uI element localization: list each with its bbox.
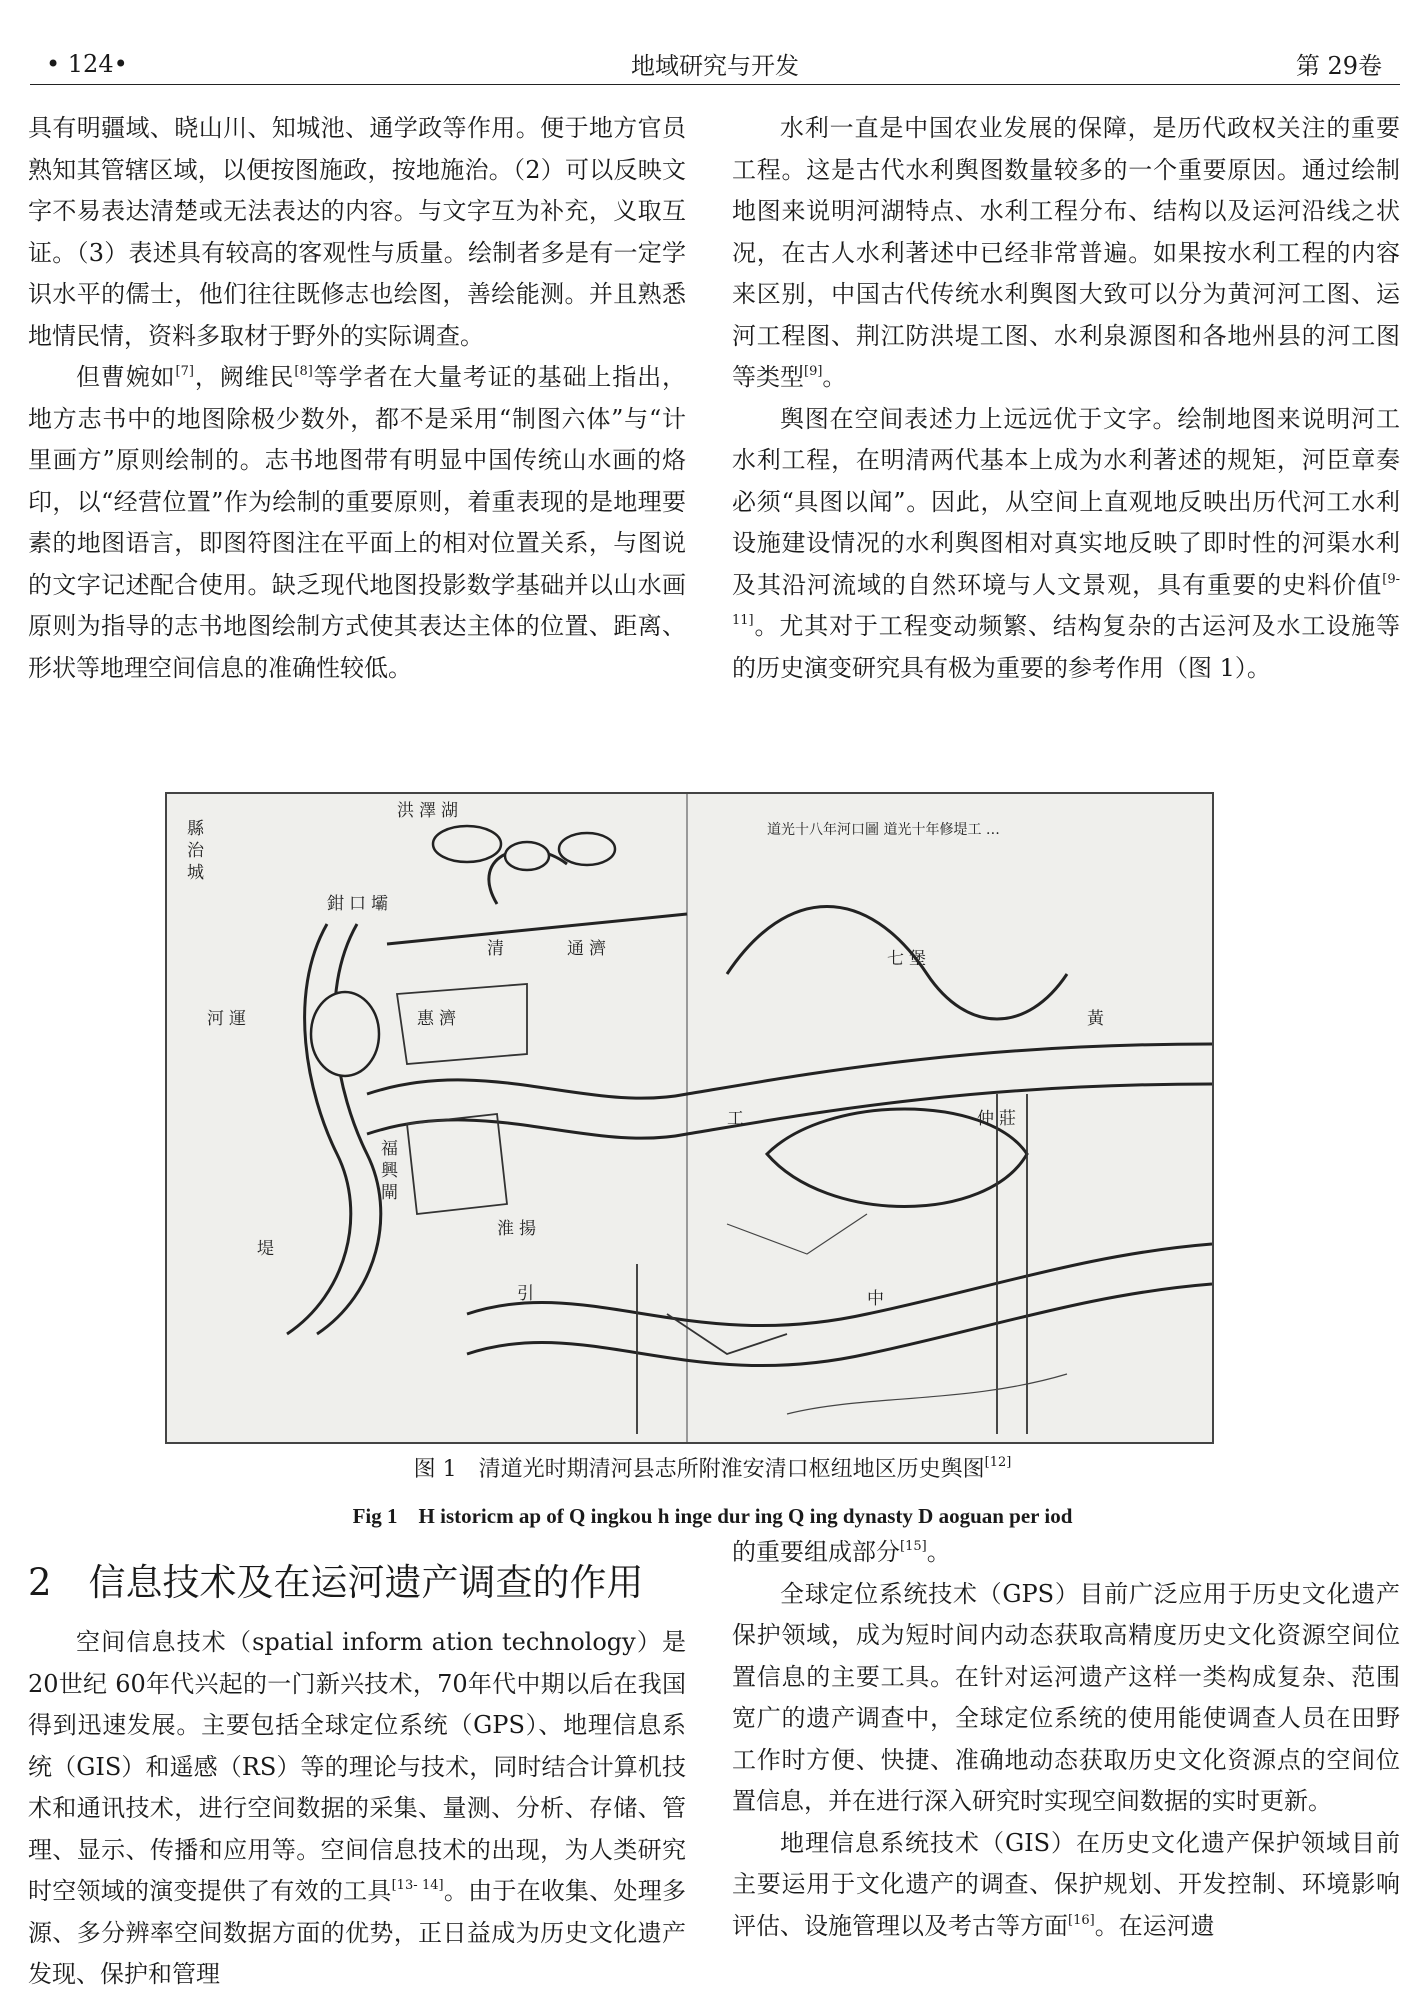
paragraph: 地理信息系统技术（GIS）在历史文化遗产保护领域目前主要运用于文化遗产的调查、保护规划、开发控制、环境影响评估、设施管理以及考古等方面[16]。在运河遗 <box>732 1828 1400 1940</box>
paragraph: 水利一直是中国农业发展的保障，是历代政权关注的重要工程。这是古代水利舆图数量较多的一个重要原因。通过绘制地图来说明河湖特点、水利工程分布、结构以及运河沿线之状况，在古人水利著述中已经非常普遍。如果按水利工程的内容来区别，中国古代传统水利舆图大致可以分为黄河河工图、运河工程图、荆江防洪堤工图、水利泉源图和各地州县的河工图等类型[9]。 <box>732 114 1400 391</box>
page-number: • 124• <box>46 50 128 78</box>
map-label: 洪 <box>397 801 414 821</box>
map-label: 興 <box>381 1161 398 1181</box>
map-label: 中 <box>867 1289 884 1309</box>
citation: [16] <box>1068 1912 1095 1928</box>
map-label: 引 <box>517 1284 534 1304</box>
map-label: 濟 <box>589 939 606 959</box>
citation: [13- 14] <box>391 1878 444 1893</box>
map-label: 堡 <box>909 949 926 969</box>
paragraph: 空间信息技术（spatial inform ation technology）是 20世纪 60年代兴起的一门新兴技术，70年代中期以后在我国得到迅速发展。主要包括全球定位系统（GPS）、地理信息系统（GIS）和遥感（RS）等的理论与技术，同时结合计算机技术和通讯技术，进行空间数据的采集、量测、分析、存储、管理、显示、传播和应用等。空间信息技术的出现，为人类研究时空领域的演变提供了有效的工具[13- 14]。由于在收集、处理多源、多分辨率空间数据方面的优势，正日益成为历史文化遗产发现、保护和管理 <box>28 1628 687 1988</box>
left-column-bottom <box>28 1622 686 1996</box>
paragraph: 舆图在空间表述力上远远优于文字。绘制地图来说明河工水利工程，在明清两代基本上成为水利著述的规矩，河臣章奏必须“具图以闻”。因此，从空间上直观地反映出历代河工水利设施建设情况的水利舆图相对真实地反映了即时性的河渠水利及其沿河流域的自然环境与人文景观，具有重要的史料价值[9- 11]。尤其对于工程变动频繁、结构复杂的古运河及水工设施等的历史演变研究具有极为重要的参考作用（图 1）。 <box>732 404 1400 682</box>
left-column-top <box>28 108 686 689</box>
map-label: 治 <box>187 841 204 861</box>
paragraph: 的重要组成部分[15]。 <box>732 1538 951 1566</box>
volume-label: 第 29卷 <box>1295 52 1382 80</box>
map-label: 閘 <box>381 1183 398 1203</box>
figure-caption-cn: 图 1 清道光时期清河县志所附淮安清口枢纽地区历史舆图[12] <box>413 1455 1012 1482</box>
map-label: 七 <box>887 949 904 969</box>
citation: [9] <box>804 364 823 379</box>
map-label: 澤 <box>419 801 436 821</box>
citation: [9- 11] <box>732 571 1400 628</box>
map-label: 縣 <box>187 819 204 839</box>
figure-caption-en: Fig 1 H istoricm ap of Q ingkou h inge dur ing Q ing dynasty D aoguan per iod <box>352 1504 1073 1528</box>
map-label: 淮 <box>497 1219 514 1239</box>
map-label: 城 <box>187 863 204 883</box>
paragraph: 但曹婉如[7]，阙维民[8]等学者在大量考证的基础上指出，地方志书中的地图除极少数外，都不是采用“制图六体”与“计里画方”原则绘制的。志书地图带有明显中国传统山水画的烙印，以“经营位置”作为绘制的重要原则，着重表现的是地理要素的地图语言，即图符图注在平面上的相对位置关系，与图说的文字记述配合使用。缺乏现代地图投影数学基础并以山水画原则为指导的志书地图绘制方式使其表达主体的位置、距离、形状等地理空间信息的准确性较低。 <box>28 363 687 682</box>
historic-map-figure <box>165 792 1214 1444</box>
section-heading: 2 信息技术及在运河遗产调查的作用 <box>28 1561 644 1604</box>
map-label: 惠 <box>417 1009 434 1029</box>
citation: [7] <box>175 364 194 379</box>
map-label: 湖 <box>441 801 458 821</box>
map-label: 河 <box>207 1009 224 1029</box>
citation: [12] <box>984 1455 1012 1470</box>
map-label: 運 <box>229 1009 246 1029</box>
map-label: 工 <box>727 1109 744 1129</box>
right-column-top <box>732 108 1400 689</box>
map-label: 口 <box>349 894 366 914</box>
map-label: 清 <box>487 939 504 959</box>
map-label: 通 <box>567 939 584 959</box>
map-label: 鉗 <box>327 894 344 914</box>
map-label: 壩 <box>371 894 388 914</box>
map-label: 濟 <box>439 1009 456 1029</box>
map-label: 堤 <box>257 1239 274 1259</box>
map-notes: 道光十八年河口圖 道光十年修堤工 … <box>767 822 1000 838</box>
journal-name: 地域研究与开发 <box>631 52 799 80</box>
map-label: 福 <box>381 1139 398 1159</box>
map-label: 仲 <box>977 1109 994 1129</box>
map-label: 黃 <box>1087 1009 1104 1029</box>
citation: [15] <box>900 1539 927 1554</box>
paragraph: 具有明疆域、晓山川、知城池、通学政等作用。便于地方官员熟知其管辖区域，以便按图施政，按地施治。（2）可以反映文字不易表达清楚或无法表达的内容。与文字互为补充，义取互证。（3）表述具有较高的客观性与质量。绘制者多是有一定学识水平的儒士，他们往往既修志也绘图，善绘能测。并且熟悉地情民情，资料多取材于野外的实际调查。 <box>28 114 686 350</box>
right-column-bottom <box>732 1532 1400 1947</box>
map-label: 莊 <box>999 1109 1016 1129</box>
page-header <box>30 42 1400 85</box>
paragraph: 全球定位系统技术（GPS）目前广泛应用于历史文化遗产保护领域，成为短时间内动态获取高精度历史文化资源空间位置信息的主要工具。在针对运河遗产这样一类构成复杂、范围宽广的遗产调查中，全球定位系统的使用能使调查人员在田野工作时方便、快捷、准确地动态获取历史文化资源点的空间位置信息，并在进行深入研究时实现空间数据的实时更新。 <box>732 1579 1400 1815</box>
map-label: 揚 <box>519 1219 536 1239</box>
citation: [8] <box>294 364 313 379</box>
historic-map-image <box>167 794 1212 1442</box>
